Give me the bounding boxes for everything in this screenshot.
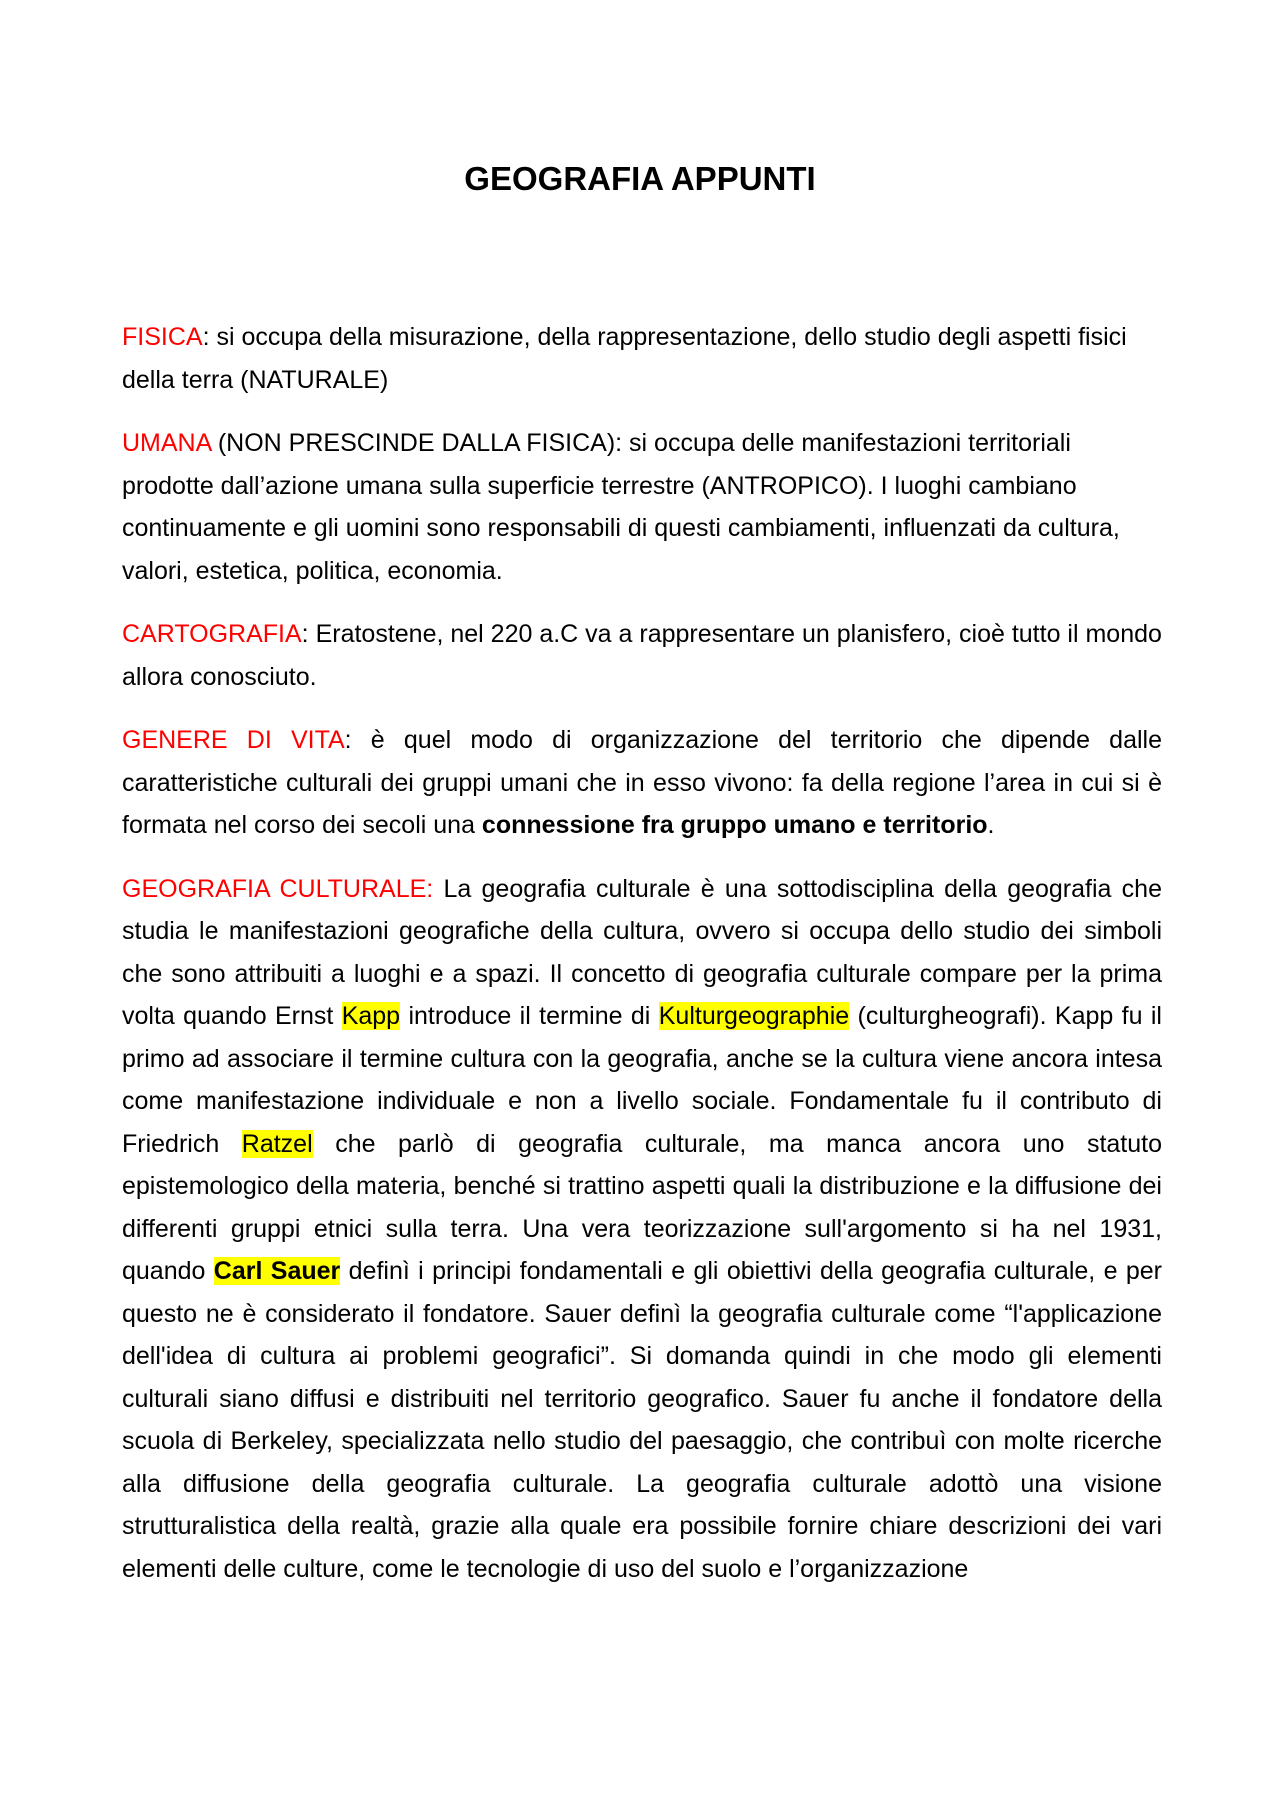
paragraph-text: definì i principi fondamentali e gli obiettivi della geografia culturale, e per questo ne è considerato il fondatore. Sauer definì la geografia culturale come “l'applicazione dell'idea di cultura ai problemi geografici”. Si domanda quindi in che modo gli elementi culturali siano diffusi e distribuiti nel territorio geografico. Sauer fu anche il fondatore della scuola di Berkeley, specializzata nello studio del paesaggio, che contribuì con molte ricerche alla diffusione della geografia culturale. La geografia culturale adottò una visione strutturalistica della realtà, grazie alla quale era possibile fornire chiare descrizioni dei vari elementi delle culture, come le tecnologie di uso del suolo e l’organizzazione xyxy=(122,1257,1162,1583)
term-label: CARTOGRAFIA xyxy=(122,620,302,648)
paragraph-text: introduce il termine di xyxy=(400,1002,659,1030)
paragraph-text: : si occupa della misurazione, della rappresentazione, dello studio degli aspetti fisici della terra (NATURALE) xyxy=(122,323,1127,394)
paragraph-geografia-culturale xyxy=(122,868,1162,1591)
document-body xyxy=(122,316,1162,1611)
paragraph-fisica xyxy=(122,316,1162,401)
paragraph-text: (NON PRESCINDE DALLA FISICA): si occupa delle manifestazioni territoriali prodotte dall’azione umana sulla superficie terrestre (ANTROPICO). I luoghi cambiano continuamente e gli uomini sono responsabili di questi cambiamenti, influenzati da cultura, valori, estetica, politica, economia. xyxy=(122,429,1120,585)
paragraph-text: (culturgheografi). Kapp fu il primo ad associare il termine cultura con la geografia, anche se la cultura viene ancora intesa come manifestazione individuale e non a livello sociale. Fondamentale fu il contributo di Friedrich xyxy=(122,1002,1162,1158)
paragraph-genere-di-vita xyxy=(122,719,1162,847)
bold-phrase: connessione fra gruppo umano e territorio xyxy=(481,811,988,839)
term-label: GENERE DI VITA xyxy=(122,726,345,754)
highlight-ratzel: Ratzel xyxy=(241,1129,313,1158)
page-title: GEOGRAFIA APPUNTI xyxy=(464,160,816,197)
paragraph-cartografia xyxy=(122,613,1162,698)
paragraph-text: : è quel modo di organizzazione del territorio che dipende dalle caratteristiche culturali dei gruppi umani che in esso vivono: fa della regione l’area in cui si è formata nel corso dei secoli una xyxy=(122,726,1162,839)
paragraph-umana xyxy=(122,422,1162,592)
term-label: GEOGRAFIA CULTURALE: xyxy=(122,874,434,903)
paragraph-text: : Eratostene, nel 220 a.C va a rappresentare un planisfero, cioè tutto il mondo allora conosciuto. xyxy=(122,620,1162,691)
paragraph-text: La geografia culturale è una sottodisciplina della geografia che studia le manifestazioni geografiche della cultura, ovvero si occupa dello studio dei simboli che sono attribuiti a luoghi e a spazi. Il concetto di geografia culturale compare per la prima volta quando Ernst xyxy=(122,874,1162,1030)
highlight-kulturgeographie: Kulturgeographie xyxy=(658,1002,850,1030)
paragraph-end: . xyxy=(987,811,995,839)
term-label: UMANA xyxy=(122,429,211,457)
highlight-kapp: Kapp xyxy=(341,1002,401,1030)
term-label: FISICA xyxy=(122,323,203,351)
paragraph-text: che parlò di geografia culturale, ma manca ancora uno statuto epistemologico della materia, benché si trattino aspetti quali la distribuzione e la diffusione dei differenti gruppi etnici sulla terra. Una vera teorizzazione sull'argomento si ha nel 1931, quando xyxy=(122,1129,1162,1285)
highlight-carl-sauer: Carl Sauer xyxy=(213,1257,341,1285)
